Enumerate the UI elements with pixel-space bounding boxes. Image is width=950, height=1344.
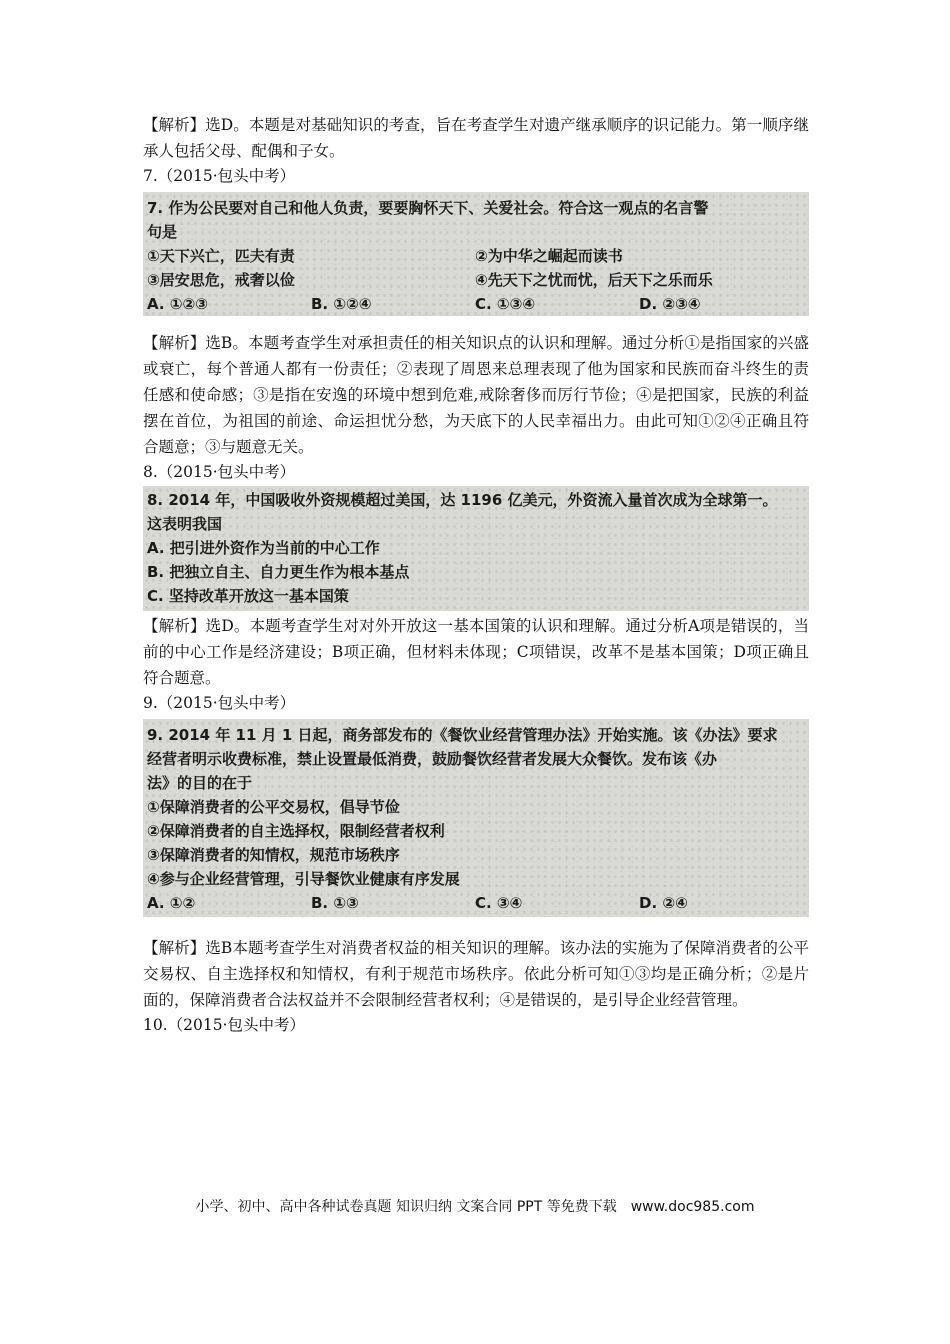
question-source-q10: 10.（2015·包头中考）: [143, 1016, 306, 1034]
q8-option-c: C. 坚持改革开放这一基本国策: [147, 587, 349, 605]
q9-option-c: C. ③④: [475, 894, 523, 912]
q7-item-1: ①天下兴亡，匹夫有责: [147, 247, 295, 265]
q9-option-d: D. ②④: [639, 894, 688, 912]
q7-item-3: ③居安思危，戒奢以俭: [147, 271, 295, 289]
q9-stem-line2: 经营者明示收费标准，禁止设置最低消费，鼓励餐饮经营者发展大众餐饮。发布该《办: [147, 750, 718, 768]
q7-stem-line2: 句是: [147, 223, 178, 241]
q9-item-1: ①保障消费者的公平交易权，倡导节俭: [147, 798, 400, 816]
analysis-q9: 【解析】选B本题考查学生对消费者权益的相关知识的理解。该办法的实施为了保障消费者的公平交易权、自主选择权和知情权，有利于规范市场秩序。依此分析可知①③均是正确分析；②是片面的，保障消费者合法权益并不会限制经营者权利；④是错误的，是引导企业经营管理。: [143, 939, 809, 1009]
question-image-q7: [143, 192, 809, 316]
q7-option-d: D. ②③④: [639, 295, 701, 313]
q8-option-b: B. 把独立自主、自力更生作为根本基点: [147, 563, 410, 581]
question-source-q8: 8.（2015·包头中考）: [143, 463, 296, 481]
q8-option-a: A. 把引进外资作为当前的中心工作: [147, 539, 380, 557]
question-image-q9: [143, 719, 809, 917]
q9-stem-line3: 法》的目的在于: [147, 774, 253, 792]
q7-option-c: C. ①③④: [475, 295, 536, 313]
q8-stem-line2: 这表明我国: [147, 515, 223, 533]
analysis-q8: 【解析】选D。本题考查学生对对外开放这一基本国策的认识和理解。通过分析A项是错误的，当前的中心工作是经济建设；B项正确，但材料未体现；C项错误，改革不是基本国策；D项正确且符合题意。: [143, 617, 809, 687]
q9-item-2: ②保障消费者的自主选择权，限制经营者权利: [147, 822, 445, 840]
question-source-q7: 7.（2015·包头中考）: [143, 167, 296, 185]
q7-option-b: B. ①②④: [311, 295, 372, 313]
analysis-q6: 【解析】选D。本题是对基础知识的考查，旨在考查学生对遗产继承顺序的识记能力。第一顺序继承人包括父母、配偶和子女。: [143, 116, 809, 160]
q9-stem-line1: 9. 2014 年 11 月 1 日起，商务部发布的《餐饮业经营管理办法》开始实施。该《办法》要求: [147, 726, 778, 744]
q9-item-4: ④参与企业经营管理，引导餐饮业健康有序发展: [147, 870, 460, 888]
q7-stem-line1: 7. 作为公民要对自己和他人负责，要要胸怀天下、关爱社会。符合这一观点的名言警: [147, 199, 709, 217]
q9-item-3: ③保障消费者的知情权，规范市场秩序: [147, 846, 400, 864]
document-body: [143, 112, 809, 1037]
q7-item-4: ④先天下之忧而忧，后天下之乐而乐: [475, 271, 713, 289]
q9-option-b: B. ①③: [311, 894, 359, 912]
q9-option-a: A. ①②: [147, 894, 196, 912]
q7-option-a: A. ①②③: [147, 295, 208, 313]
footer-text: 小学、初中、高中各种试卷真题 知识归纳 文案合同 PPT 等免费下载 www.doc985.com: [195, 1199, 755, 1215]
q7-item-2: ②为中华之崛起而读书: [475, 247, 623, 265]
question-image-q8: [143, 486, 809, 611]
question-source-q9: 9.（2015·包头中考）: [143, 694, 296, 712]
q8-option-d: [147, 608, 803, 611]
analysis-q7: 【解析】选B。本题考查学生对承担责任的相关知识点的认识和理解。通过分析①是指国家的兴盛或衰亡，每个普通人都有一份责任；②表现了周恩来总理表现了他为国家和民族而奋斗终生的责任感和使命感；③是指在安逸的环境中想到危难,戒除奢侈而厉行节俭；④是把国家，民族的利益摆在首位，为祖国的前途、命运担忧分愁，为天底下的人民幸福出力。由此可知①②④正确且符合题意；③与题意无关。: [143, 334, 809, 456]
q8-stem-line1: 8. 2014 年，中国吸收外资规模超过美国，达 1196 亿美元，外资流入量首次成为全球第一。: [147, 491, 778, 509]
